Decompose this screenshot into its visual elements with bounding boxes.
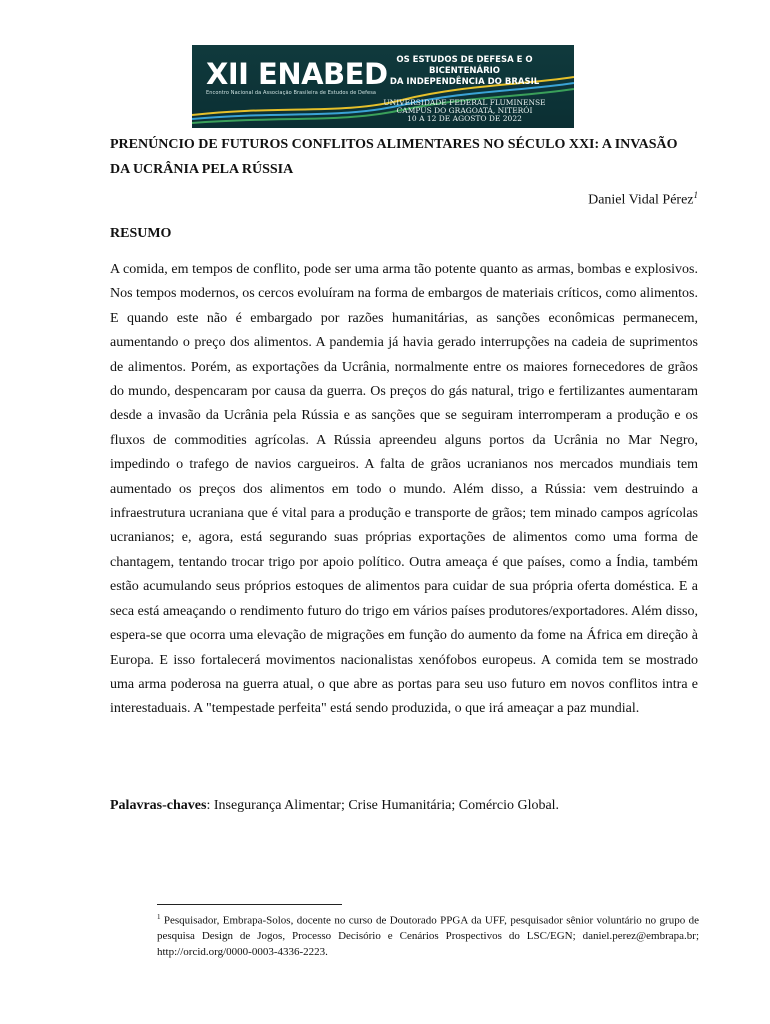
footnote-divider bbox=[157, 904, 342, 905]
conference-theme bbox=[362, 55, 567, 88]
keywords-label: Palavras-chaves bbox=[110, 798, 207, 813]
abstract-heading: RESUMO bbox=[110, 226, 172, 241]
footnote-mark: 1 bbox=[157, 913, 161, 921]
keywords-list: : Insegurança Alimentar; Crise Humanitária; Comércio Global. bbox=[206, 798, 560, 813]
logo-subtitle: Encontro Nacional da Associação Brasileira de Estudos de Defesa bbox=[206, 90, 377, 96]
theme-line-1: OS ESTUDOS DE DEFESA E O BICENTENÁRIO bbox=[396, 55, 533, 76]
footnote bbox=[157, 910, 699, 960]
conference-banner bbox=[192, 45, 574, 128]
venue-line-2: CAMPUS DO GRAGOATÁ, NITERÓI bbox=[396, 106, 533, 115]
author-footnote-mark: 1 bbox=[693, 190, 698, 200]
venue-line-1: UNIVERSIDADE FEDERAL FLUMINENSE bbox=[383, 98, 546, 107]
enabed-logo: XII ENABED bbox=[206, 57, 388, 91]
author-line bbox=[110, 190, 698, 209]
author-name: Daniel Vidal Pérez bbox=[588, 192, 694, 208]
paper-title: PRENÚNCIO DE FUTUROS CONFLITOS ALIMENTARES NO SÉCULO XXI: A INVASÃO DA UCRÂNIA PELA RÚSSIA bbox=[110, 137, 678, 177]
abstract-text: A comida, em tempos de conflito, pode ser uma arma tão potente quanto as armas, bombas e explosivos. Nos tempos modernos, os cercos evoluíram na forma de embargos de materiais críticos, como alimentos. E quando este não é embargado por razões humanitárias, as sanções econômicas permanecem, aumentando o preço dos alimentos. A pandemia já havia gerado interrupções na cadeia de suprimentos de alimentos. Porém, as exportações da Ucrânia, normalmente entre os maiores fornecedores de grãos do mundo, despencaram por causa da guerra. Os preços do gás natural, trigo e fertilizantes aumentaram desde a invasão da Ucrânia pela Rússia e as sanções que se seguiram interromperam a produção e os fluxos de commodities agrícolas. A Rússia apreendeu alguns portos da Ucrânia no Mar Negro, impedindo o trafego de navios cargueiros. A falta de grãos ucranianos nos mercados mundiais tem aumentado os preços dos alimentos em todo o mundo. Além disso, a Rússia: vem destruindo a infraestrutura ucraniana que é vital para a produção e transporte de grãos; tem minado campos agrícolas ucranianos; e, agora, está segurando suas próprias exportações de alimentos como uma forma de chantagem, tentando trocar trigo por apoio político. Outra ameaça é que países, como a Índia, também estão acumulando seus próprios estoques de alimentos para cuidar de sua própria oferta doméstica. E a seca está ameaçando o rendimento futuro do trigo em vários países produtores/exportadores. Além disso, espera-se que ocorra uma elevação de migrações em função do aumento da fome na África em direção à Europa. E isso fortalecerá movimentos nacionalistas xenófobos europeus. A comida tem se mostrado uma arma poderosa na guerra atual, o que abre as portas para seu uso futuro em novos conflitos intra e interestaduais. A "tempestade perfeita" está sendo produzida, o que irá ameaçar a paz mundial. bbox=[110, 262, 698, 717]
conference-venue bbox=[362, 99, 567, 123]
footnote-text: Pesquisador, Embrapa-Solos, docente no curso de Doutorado PPGA da UFF, pesquisador sênior voluntário no grupo de pesquisa Design de Jogos, Processo Decisório e Cenários Prospectivos do LSC/EGN; daniel.perez@embrapa.br; http://orcid.org/0000-0003-4336-2223. bbox=[157, 914, 699, 958]
venue-line-3: 10 A 12 DE AGOSTO DE 2022 bbox=[407, 114, 522, 123]
theme-line-2: DA INDEPENDÊNCIA DO BRASIL bbox=[389, 77, 540, 87]
keywords bbox=[110, 798, 698, 814]
